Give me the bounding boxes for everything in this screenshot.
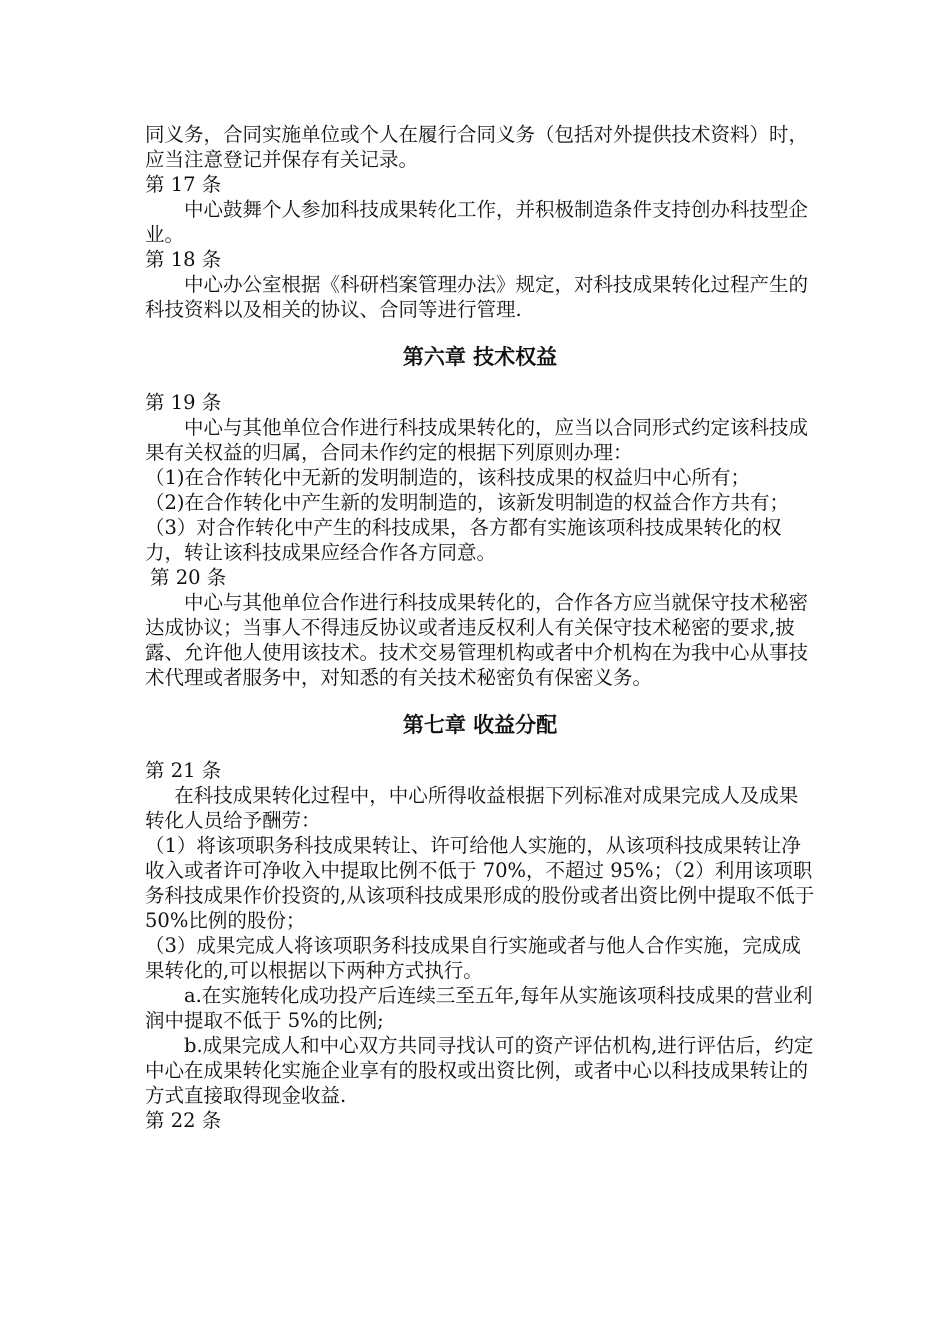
article-19-item-1: （1)在合作转化中无新的发明制造的，该科技成果的权益归中心所有； <box>145 466 751 489</box>
article-20-body: 中心与其他单位合作进行科技成果转化的，合作各方应当就保守技术秘密达成协议；当事人不得违反协议或者违反权利人有关保守技术秘密的要求,披露、允许他人使用该技术。技术交易管理机构或者中介机构在为我中心从事技术代理或者服务中，对知悉的有关技术秘密负有保密义务。 <box>145 591 809 689</box>
article-18-body: 中心办公室根据《科研档案管理办法》规定，对科技成果转化过程产生的科技资料以及相关的协议、合同等进行管理. <box>145 273 809 321</box>
article-21-body: 在科技成果转化过程中，中心所得收益根据下列标准对成果完成人及成果转化人员给予酬劳： <box>145 784 799 832</box>
article-21-item-b: b.成果完成人和中心双方共同寻找认可的资产评估机构,进行评估后，约定中心在成果转化实施企业享有的股权或出资比例，或者中心以科技成果转让的方式直接取得现金收益. <box>145 1034 814 1107</box>
article-22-title: 第 22 条 <box>145 1109 222 1132</box>
chapter-6-heading: 第六章 技术权益 <box>402 344 558 369</box>
article-19-item-2: （2)在合作转化中产生新的发明制造的，该新发明制造的权益合作方共有； <box>145 491 790 514</box>
article-20-title: 第 20 条 <box>150 566 227 589</box>
article-21-item-a: a.在实施转化成功投产后连续三至五年,每年从实施该项科技成果的营业利润中提取不低于 5%的比例; <box>145 984 813 1032</box>
article-17-body: 中心鼓舞个人参加科技成果转化工作，并积极制造条件支持创办科技型企业。 <box>145 198 809 246</box>
chapter-7-heading: 第七章 收益分配 <box>402 712 558 737</box>
document-body <box>145 122 815 1133</box>
article-19-item-3: （3）对合作转化中产生的科技成果，各方都有实施该项科技成果转化的权力，转让该科技成果应经合作各方同意。 <box>145 516 782 564</box>
article-19-title: 第 19 条 <box>145 391 222 414</box>
lead-paragraph: 同义务，合同实施单位或个人在履行合同义务（包括对外提供技术资料）时，应当注意登记并保存有关记录。 <box>145 123 809 171</box>
article-21-title: 第 21 条 <box>145 759 222 782</box>
article-19-body: 中心与其他单位合作进行科技成果转化的，应当以合同形式约定该科技成果有关权益的归属，合同未作约定的根据下列原则办理： <box>145 416 809 464</box>
article-17-title: 第 17 条 <box>145 173 222 196</box>
article-18-title: 第 18 条 <box>145 248 222 271</box>
article-21-item-1-2: （1）将该项职务科技成果转让、许可给他人实施的，从该项科技成果转让净收入或者许可净收入中提取比例不低于 70%，不超过 95%；（2）利用该项职务科技成果作价投资的,从该项科技成果形成的股份或者出资比例中提取不低于 50%比例的股份； <box>145 834 815 932</box>
article-21-item-3: （3）成果完成人将该项职务科技成果自行实施或者与他人合作实施，完成成果转化的,可以根据以下两种方式执行。 <box>145 934 801 982</box>
